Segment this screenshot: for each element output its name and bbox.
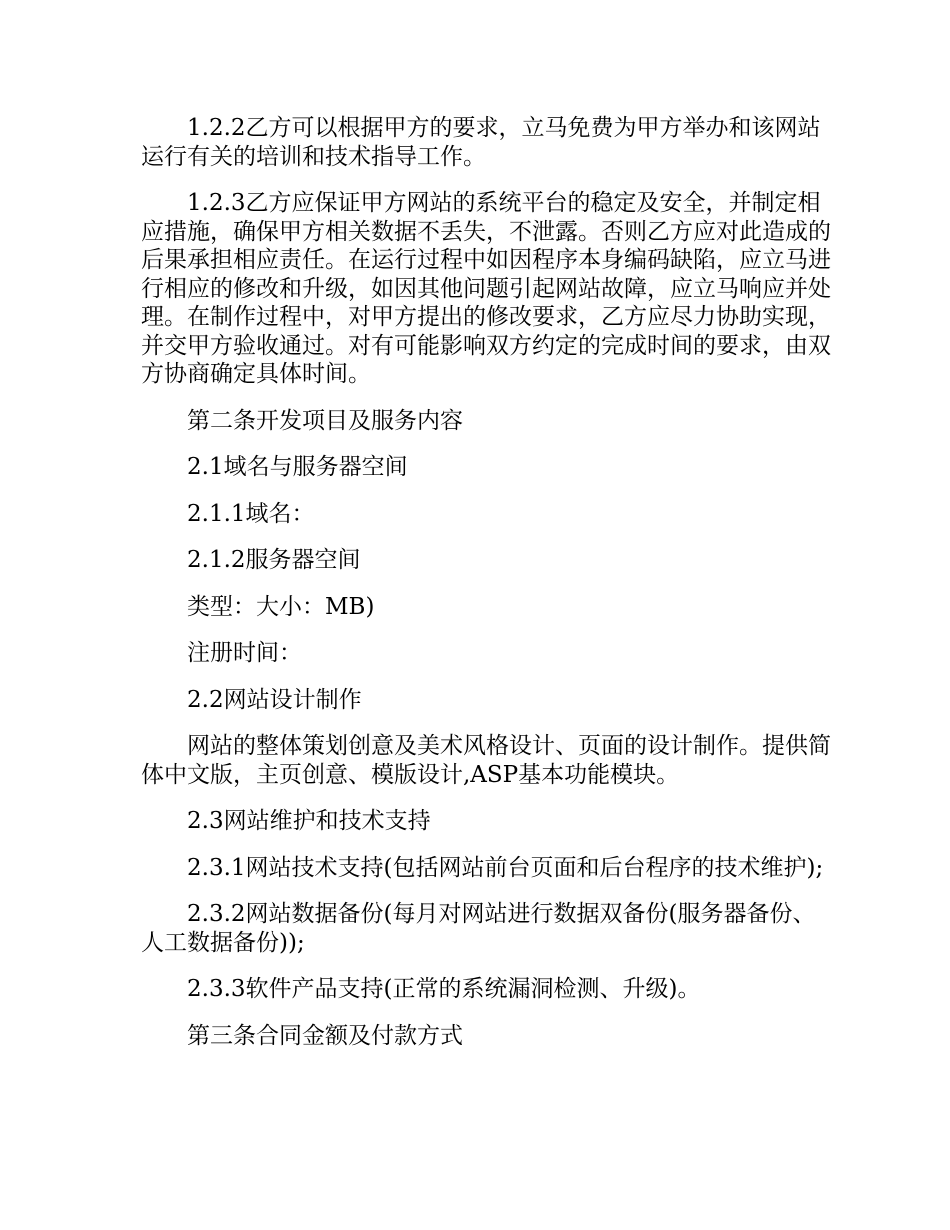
document-body	[141, 114, 831, 1068]
paragraph-type-size: 类型：大小：MB)	[187, 593, 375, 620]
paragraph-design-content: 网站的整体策划创意及美术风格设计、页面的设计制作。提供简体中文版，主页创意、模版设计,ASP基本功能模块。	[141, 733, 831, 788]
heading-2-3: 2.3网站维护和技术支持	[187, 808, 431, 834]
paragraph-1-2-3: 1.2.3乙方应保证甲方网站的系统平台的稳定及安全，并制定相应措施，确保甲方相关数据不丢失，不泄露。否则乙方应对此造成的后果承担相应责任。在运行过程中如因程序本身编码缺陷，应立马进行相应的修改和升级，如因其他问题引起网站故障，应立马响应并处理。在制作过程中，对甲方提出的修改要求，乙方应尽力协助实现，并交甲方验收通过。对有可能影响双方约定的完成时间的要求，由双方协商确定具体时间。	[141, 190, 831, 387]
paragraph-1-2-2: 1.2.2乙方可以根据甲方的要求，立马免费为甲方举办和该网站运行有关的培训和技术指导工作。	[141, 115, 821, 170]
paragraph-2-3-2: 2.3.2网站数据备份(每月对网站进行数据双备份(服务器备份、人工数据备份));	[141, 901, 816, 956]
heading-article-2: 第二条开发项目及服务内容	[187, 407, 463, 434]
paragraph-2-3-1: 2.3.1网站技术支持(包括网站前台页面和后台程序的技术维护);	[187, 854, 824, 881]
paragraph-2-3-3: 2.3.3软件产品支持(正常的系统漏洞检测、升级)。	[187, 976, 701, 1002]
paragraph-register-time: 注册时间：	[187, 640, 302, 666]
paragraph-2-1-2: 2.1.2服务器空间	[187, 547, 361, 573]
paragraph-2-1-1: 2.1.1域名：	[187, 500, 315, 527]
heading-2-1: 2.1域名与服务器空间	[187, 454, 408, 480]
heading-2-2: 2.2网站设计制作	[187, 686, 362, 713]
heading-article-3: 第三条合同金额及付款方式	[187, 1022, 463, 1049]
